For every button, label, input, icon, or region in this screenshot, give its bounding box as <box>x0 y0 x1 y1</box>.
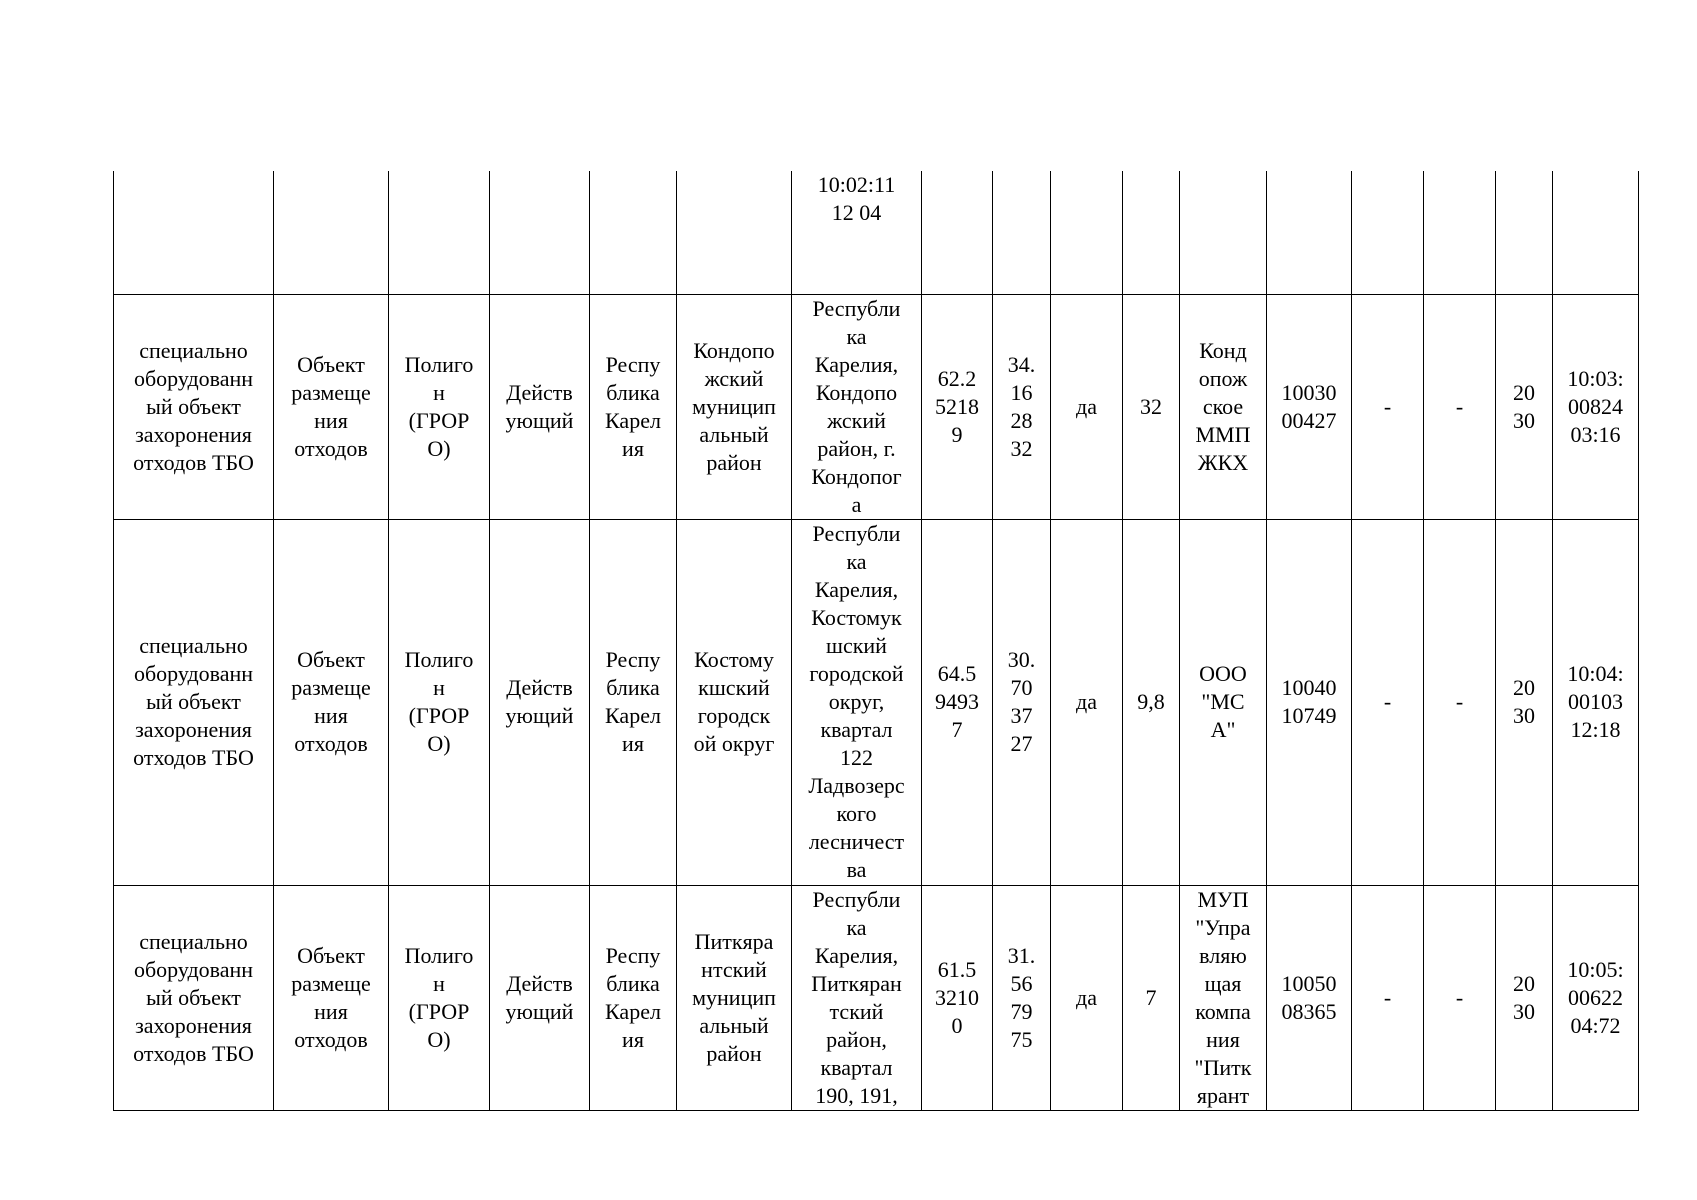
table-cell: 31. 56 79 75 <box>993 885 1051 1110</box>
table-cell: Действ ующий <box>490 519 590 885</box>
table-cell: Объект размеще ния отходов <box>274 885 389 1110</box>
table-cell: 10:02:11 12 04 <box>792 171 922 294</box>
table-cell <box>677 171 792 294</box>
table-cell: специально оборудованн ый объект захоронения отходов ТБО <box>114 885 274 1110</box>
table-cell: 10:05: 00622 04:72 <box>1553 885 1639 1110</box>
table-cell: 64.5 9493 7 <box>922 519 993 885</box>
table-cell: да <box>1051 519 1123 885</box>
table-row <box>114 519 1639 885</box>
table-cell: 20 30 <box>1496 294 1553 519</box>
table-cell: - <box>1424 294 1496 519</box>
table-cell: 61.5 3210 0 <box>922 885 993 1110</box>
table-cell: Костому кшский городск ой округ <box>677 519 792 885</box>
table-cell <box>1496 171 1553 294</box>
table-cell: 7 <box>1123 885 1180 1110</box>
table-cell <box>993 171 1051 294</box>
table-cell: - <box>1424 519 1496 885</box>
table-cell: Полиго н (ГРОР О) <box>389 519 490 885</box>
table-cell: - <box>1352 294 1424 519</box>
table-cell <box>1424 171 1496 294</box>
table-cell <box>1051 171 1123 294</box>
table-cell <box>490 171 590 294</box>
table-cell: Действ ующий <box>490 294 590 519</box>
table-cell: ООО "МС А" <box>1180 519 1267 885</box>
table-cell: 62.2 5218 9 <box>922 294 993 519</box>
table-cell <box>1180 171 1267 294</box>
table-cell <box>922 171 993 294</box>
table-cell: 10040 10749 <box>1267 519 1352 885</box>
table-cell: Объект размеще ния отходов <box>274 294 389 519</box>
table-row <box>114 885 1639 1110</box>
table-cell: Респу блика Карел ия <box>590 885 677 1110</box>
table-cell: специально оборудованн ый объект захоронения отходов ТБО <box>114 294 274 519</box>
table-cell: Республи ка Карелия, Костомук шский городской округ, квартал 122 Ладвозерс кого лесничест ва <box>792 519 922 885</box>
table-cell: Полиго н (ГРОР О) <box>389 885 490 1110</box>
table-cell <box>389 171 490 294</box>
table-cell: Объект размеще ния отходов <box>274 519 389 885</box>
table-cell: - <box>1424 885 1496 1110</box>
table-row <box>114 171 1639 294</box>
table-cell: 10:03: 00824 03:16 <box>1553 294 1639 519</box>
table-cell <box>1123 171 1180 294</box>
table-cell: Конд опож ское ММП ЖКХ <box>1180 294 1267 519</box>
table-cell: 32 <box>1123 294 1180 519</box>
table-cell: Питкяра нтский муницип альный район <box>677 885 792 1110</box>
waste-facilities-table <box>113 171 1639 1111</box>
table-cell: 34. 16 28 32 <box>993 294 1051 519</box>
table-cell: 30. 70 37 27 <box>993 519 1051 885</box>
table-cell: 9,8 <box>1123 519 1180 885</box>
table-cell: специально оборудованн ый объект захоронения отходов ТБО <box>114 519 274 885</box>
table-cell: МУП "Упра вляю щая компа ния "Питк ярант <box>1180 885 1267 1110</box>
table-row <box>114 294 1639 519</box>
table-cell <box>274 171 389 294</box>
table-cell <box>590 171 677 294</box>
table-cell: да <box>1051 294 1123 519</box>
table-cell: Республи ка Карелия, Кондопо жский район, г. Кондопог а <box>792 294 922 519</box>
table-cell: 20 30 <box>1496 519 1553 885</box>
table-cell: 20 30 <box>1496 885 1553 1110</box>
table-cell: Республи ка Карелия, Питкяран тский район, квартал 190, 191, <box>792 885 922 1110</box>
table-cell <box>1553 171 1639 294</box>
table-cell: Полиго н (ГРОР О) <box>389 294 490 519</box>
table-cell <box>114 171 274 294</box>
table-cell: Респу блика Карел ия <box>590 519 677 885</box>
table-cell: Респу блика Карел ия <box>590 294 677 519</box>
table-cell: Кондопо жский муницип альный район <box>677 294 792 519</box>
table-cell: Действ ующий <box>490 885 590 1110</box>
table-cell <box>1267 171 1352 294</box>
table-cell <box>1352 171 1424 294</box>
table-cell: - <box>1352 519 1424 885</box>
table-cell: 10:04: 00103 12:18 <box>1553 519 1639 885</box>
table-cell: - <box>1352 885 1424 1110</box>
table-cell: да <box>1051 885 1123 1110</box>
table-cell: 10030 00427 <box>1267 294 1352 519</box>
table-cell: 10050 08365 <box>1267 885 1352 1110</box>
